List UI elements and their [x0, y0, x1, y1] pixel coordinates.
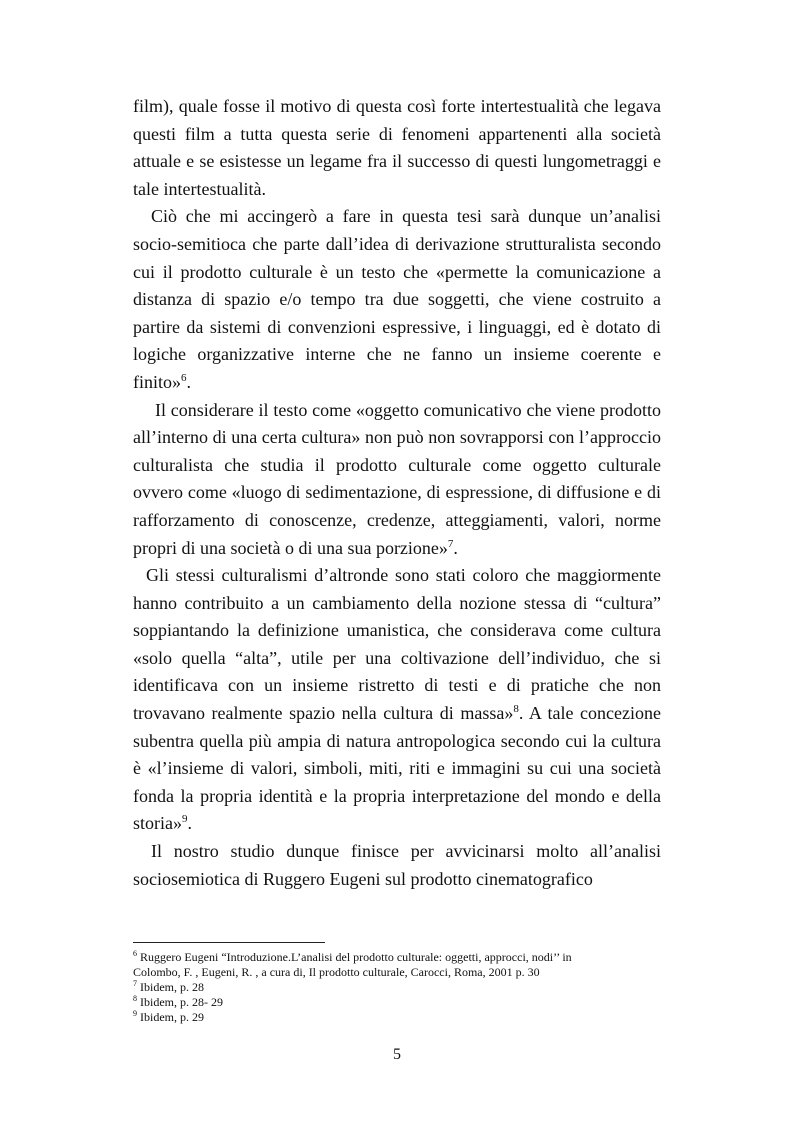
footnote-separator — [133, 942, 325, 943]
paragraph-text: . — [186, 371, 191, 392]
footnote-text: Ibidem, p. 28- 29 — [140, 995, 223, 1009]
footnote-text: Colombo, F. , Eugeni, R. , a cura di, Il prodotto culturale, Carocci, Roma, 2001 p. 30 — [133, 965, 540, 979]
paragraph-text: Il nostro studio dunque finisce per avvicinarsi molto all’analisi sociosemiotica di Ruggero Eugeni sul prodotto cinematografico — [133, 841, 661, 889]
footnote-reference: 6 — [181, 371, 187, 384]
paragraph-text: . — [453, 537, 458, 558]
footnote-text: Ibidem, p. 28 — [140, 980, 204, 994]
paragraph-text: Il considerare il testo come «oggetto comunicativo che viene prodotto all’interno di una certa cultura» non può non sovrapporsi con l’approccio culturalista che studia il prodotto culturale come oggetto culturale ovvero come «luogo di sedimentazione, di espressione, di diffusione e di rafforzamento di conoscenze, credenze, atteggiamenti, valori, norme propri di una società o di una sua porzione» — [133, 399, 661, 558]
footnote-number: 6 — [133, 949, 137, 958]
paragraph-text: Ciò che mi accingerò a fare in questa tesi sarà dunque un’analisi socio-semitioca che parte dall’idea di derivazione strutturalista secondo cui il prodotto culturale è un testo che «permette la comunicazione a distanza di spazio e/o tempo tra due soggetti, che viene costruito a partire da sistemi di convenzioni espressive, i linguaggi, ed è dotato di logiche organizzative interne che ne fanno un insieme coerente e finito» — [133, 206, 661, 392]
paragraph-text: . — [187, 813, 192, 834]
footnote-text: Ibidem, p. 29 — [140, 1010, 204, 1024]
footnote-number: 7 — [133, 979, 137, 988]
page-number: 5 — [393, 1046, 401, 1063]
paragraph — [133, 838, 661, 893]
paragraph-text: . A tale concezione subentra quella più ampia di natura antropologica secondo cui la cultura è «l’insieme di valori, simboli, miti, riti e immagini su cui una società fonda la propria identità e la propria interpretazione del mondo e della storia» — [133, 703, 661, 834]
paragraph-text: film), quale fosse il motivo di questa così forte intertestualità che legava questi film a tutta questa serie di fenomeni appartenenti alla società attuale e se esistesse un legame fra il successo di questi lungometraggi e tale intertestualità. — [133, 96, 661, 199]
footnotes — [133, 950, 693, 1025]
footnote-number: 8 — [133, 994, 137, 1003]
footnote-reference: 9 — [182, 813, 188, 826]
footnote-line — [133, 1010, 693, 1025]
paragraph — [133, 203, 661, 396]
footnote-line — [133, 980, 693, 995]
footnote-line — [133, 995, 693, 1010]
paragraph — [133, 397, 661, 563]
paragraph — [133, 562, 661, 838]
footnote-reference: 8 — [513, 703, 519, 716]
paragraph — [133, 93, 661, 203]
paragraph-text: Gli stessi culturalismi d’altronde sono stati coloro che maggiormente hanno contribuito a un cambiamento della nozione stessa di “cultura” soppiantando la definizione umanistica, che considerava come cultura «solo quella “alta”, utile per una coltivazione dell’individuo, che si identificava con un insieme ristretto di testi e di pratiche che non trovavano realmente spazio nella cultura di massa» — [133, 565, 661, 724]
body-text — [133, 93, 661, 893]
footnote-text: Ruggero Eugeni “Introduzione.L’analisi del prodotto culturale: oggetti, approcci, nodi’’ in — [140, 950, 572, 964]
footnote-reference: 7 — [447, 537, 454, 550]
footnote-line — [133, 965, 693, 980]
footnote-line — [133, 950, 693, 965]
footnote-number: 9 — [133, 1009, 137, 1018]
